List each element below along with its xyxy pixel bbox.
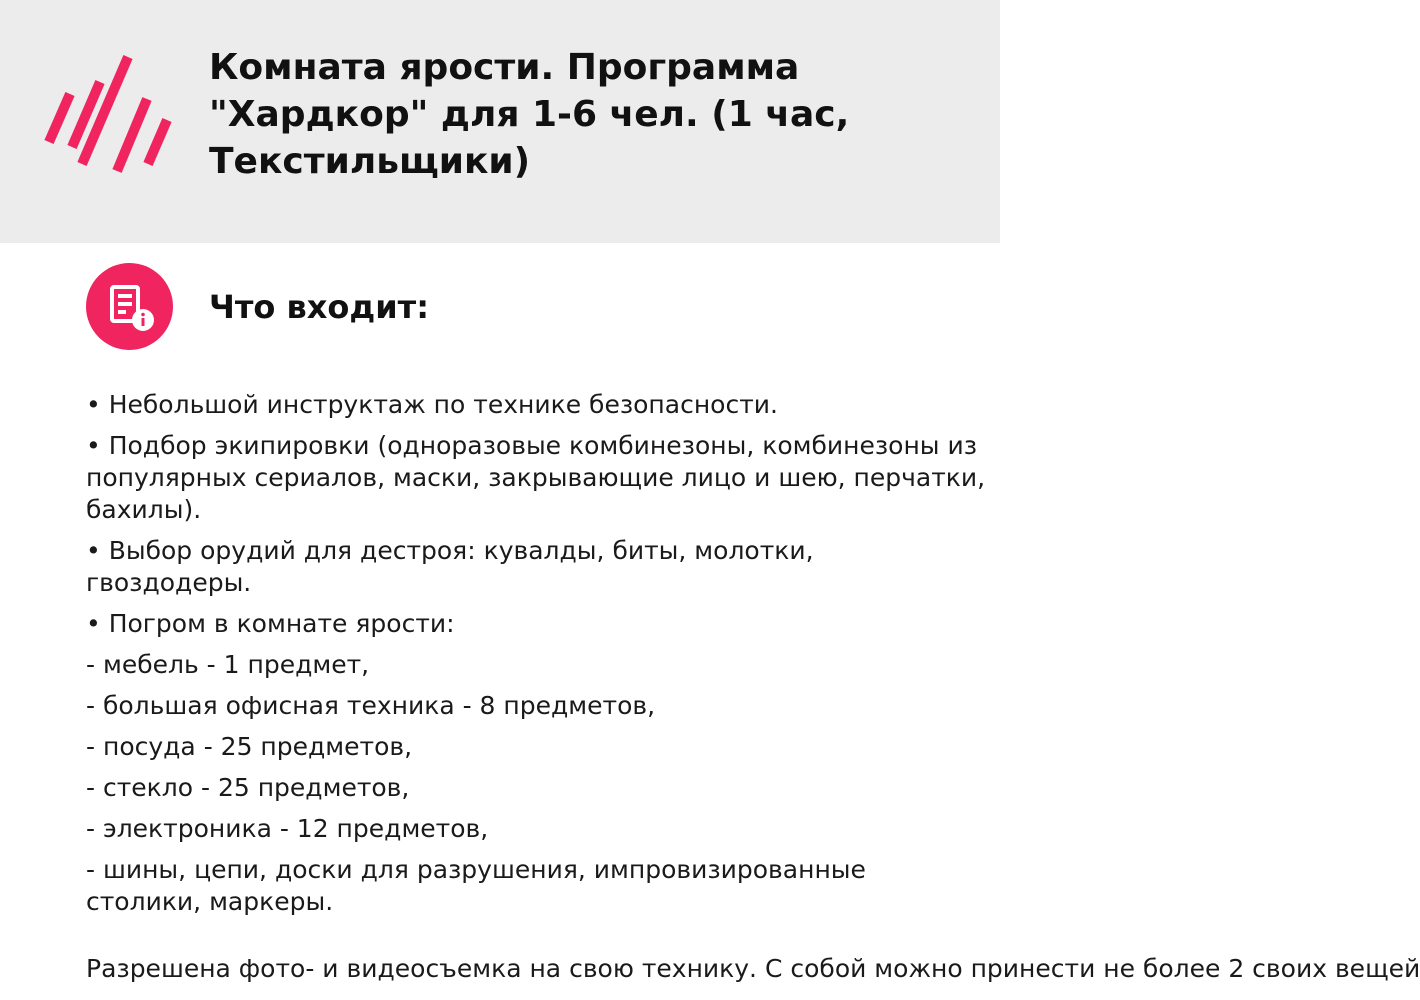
section-title: Что входит: [209, 288, 430, 326]
footer-note: Разрешена фото- и видеосъемка на свою технику. С собой можно принести не более 2 своих вещей [86, 954, 1420, 983]
list-item: - стекло - 25 предметов, [86, 773, 410, 802]
slash-stripes-logo-icon [44, 54, 172, 176]
list-item: • Подбор экипировки (одноразовые комбинезоны, комбинезоны из популярных сериалов, маски, закрывающие лицо и шею, перчатки, бахилы). [86, 431, 986, 524]
list-item: • Небольшой инструктаж по технике безопасности. [86, 390, 778, 419]
page-title: Комната ярости. Программа "Хардкор" для 1-6 чел. (1 час, Текстильщики) [209, 47, 850, 182]
list-item: - шины, цепи, доски для разрушения, импровизированные столики, маркеры. [86, 855, 866, 916]
list-item: • Погром в комнате ярости: [86, 609, 455, 638]
list-item: • Выбор орудий для дестроя: кувалды, биты, молотки, гвоздодеры. [86, 536, 814, 597]
list-item: - посуда - 25 предметов, [86, 732, 413, 761]
list-item: - большая офисная техника - 8 предметов, [86, 691, 656, 720]
included-list [86, 389, 986, 927]
header [0, 0, 1000, 243]
list-item: - электроника - 12 предметов, [86, 814, 489, 843]
list-item: - мебель - 1 предмет, [86, 650, 370, 679]
document-info-icon [86, 263, 173, 350]
